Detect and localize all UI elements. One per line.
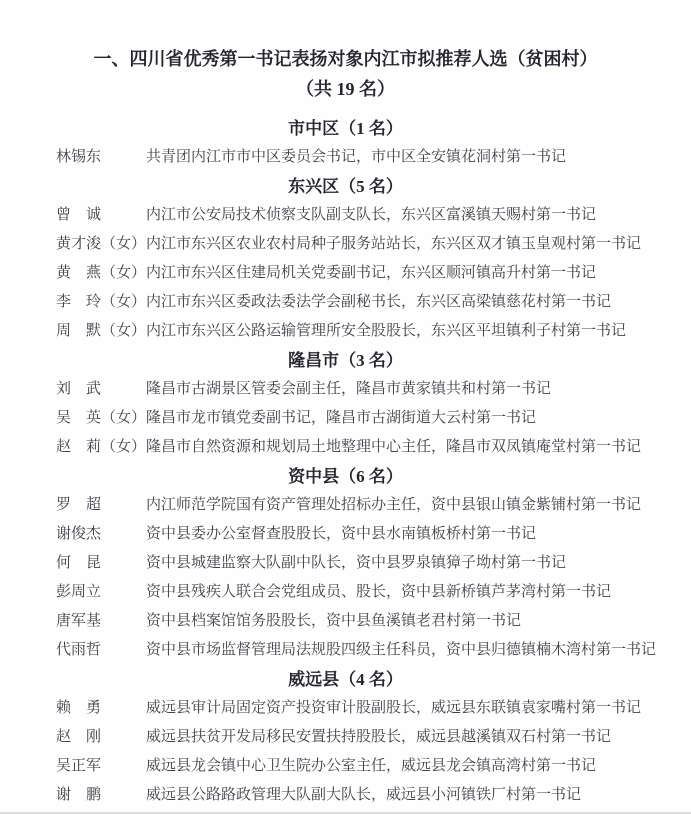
entry-row — [0, 375, 691, 404]
entry-description: 威远县扶贫开发局移民安置扶持股股长，威远县越溪镇双石村第一书记 — [146, 729, 612, 745]
title-line-1: 一、四川省优秀第一书记表扬对象内江市拟推荐人选（贫困村） — [93, 49, 598, 69]
entry-description: 资中县委办公室督查股股长，资中县水南镇板桥村第一书记 — [146, 526, 537, 542]
entry-description: 内江师范学院国有资产管理处招标办主任，资中县银山镇金紫铺村第一书记 — [146, 497, 642, 513]
entry-row — [0, 607, 691, 636]
entry-name: 唐军基 — [56, 613, 102, 629]
entry-name: 黄才浚 — [56, 236, 102, 252]
entry-name: 吴正军 — [56, 758, 102, 774]
entry-name: 黄 燕 — [56, 265, 102, 281]
entry-name: 李 玲 — [56, 294, 102, 310]
entry-row — [0, 636, 691, 665]
entry-name: 罗 超 — [56, 497, 102, 513]
entry-gender-label: （女） — [101, 323, 147, 339]
entry-row — [0, 404, 691, 433]
entry-row — [0, 259, 691, 288]
entry-description: 内江市公安局技术侦察支队副支队长，东兴区富溪镇天赐村第一书记 — [146, 207, 597, 223]
entry-row — [0, 288, 691, 317]
entry-row — [0, 201, 691, 230]
entry-row — [0, 549, 691, 578]
entry-name: 何 昆 — [56, 555, 102, 571]
entry-gender-label: （女） — [101, 236, 147, 252]
entry-description: 隆昌市古湖景区管委会副主任，隆昌市黄家镇共和村第一书记 — [146, 381, 552, 397]
entry-name: 代雨哲 — [56, 642, 102, 658]
entry-description: 资中县残疾人联合会党组成员、股长，资中县新桥镇芦茅湾村第一书记 — [146, 584, 612, 600]
entry-gender-label: （女） — [101, 410, 147, 426]
entry-name: 刘 武 — [56, 381, 102, 397]
entry-description: 内江市东兴区农业农村局种子服务站站长，东兴区双才镇玉皇观村第一书记 — [146, 236, 642, 252]
entry-name: 曾 诚 — [56, 207, 102, 223]
entry-name: 彭周立 — [56, 584, 102, 600]
section-header: 隆昌市（3 名） — [288, 351, 403, 370]
entry-row — [0, 433, 691, 462]
entry-name: 赵 莉 — [56, 439, 102, 455]
section-header: 威远县（4 名） — [288, 670, 403, 689]
entry-row — [0, 694, 691, 723]
title-line-2: （共 19 名） — [296, 79, 395, 99]
entry-description: 内江市东兴区委政法委法学会副秘书长，东兴区高梁镇慈花村第一书记 — [146, 294, 612, 310]
entry-row — [0, 723, 691, 752]
section-header: 资中县（6 名） — [288, 467, 403, 486]
entry-name: 周 默 — [56, 323, 102, 339]
sections-container — [0, 114, 691, 810]
entry-description: 威远县审计局固定资产投资审计股副股长，威远县东联镇袁家嘴村第一书记 — [146, 700, 642, 716]
section-header: 东兴区（5 名） — [288, 177, 403, 196]
entry-row — [0, 491, 691, 520]
document-title — [0, 44, 691, 104]
entry-description: 内江市东兴区住建局机关党委副书记，东兴区顺河镇高升村第一书记 — [146, 265, 597, 281]
entry-row — [0, 317, 691, 346]
entry-description: 共青团内江市市中区委员会书记，市中区全安镇花洞村第一书记 — [146, 149, 567, 165]
entry-description: 资中县档案馆馆务股股长，资中县鱼溪镇老君村第一书记 — [146, 613, 522, 629]
entry-description: 资中县城建监察大队副中队长，资中县罗泉镇獐子坳村第一书记 — [146, 555, 567, 571]
entry-name: 赖 勇 — [56, 700, 102, 716]
entry-description: 资中县市场监督管理局法规股四级主任科员，资中县归德镇楠木湾村第一书记 — [146, 642, 657, 658]
entry-row — [0, 752, 691, 781]
entry-gender-label: （女） — [101, 294, 147, 310]
entry-row — [0, 781, 691, 810]
entry-description: 威远县龙会镇中心卫生院办公室主任，威远县龙会镇高湾村第一书记 — [146, 758, 597, 774]
entry-row — [0, 230, 691, 259]
entry-description: 隆昌市自然资源和规划局土地整理中心主任，隆昌市双凤镇庵堂村第一书记 — [146, 439, 642, 455]
entry-description: 隆昌市龙市镇党委副书记，隆昌市古湖街道大云村第一书记 — [146, 410, 537, 426]
entry-name: 赵 刚 — [56, 729, 102, 745]
entry-gender-label: （女） — [101, 439, 147, 455]
entry-row — [0, 520, 691, 549]
entry-name: 谢 鹏 — [56, 787, 102, 803]
entry-name: 林锡东 — [56, 149, 102, 165]
entry-row — [0, 143, 691, 172]
entry-description: 内江市东兴区公路运输管理所安全股股长，东兴区平坦镇利子村第一书记 — [146, 323, 627, 339]
entry-gender-label: （女） — [101, 265, 147, 281]
entry-name: 谢俊杰 — [56, 526, 102, 542]
entry-description: 威远县公路路政管理大队副大队长，威远县小河镇铁厂村第一书记 — [146, 787, 582, 803]
entry-row — [0, 578, 691, 607]
section-header: 市中区（1 名） — [288, 119, 403, 138]
entry-name: 吴 英 — [56, 410, 102, 426]
